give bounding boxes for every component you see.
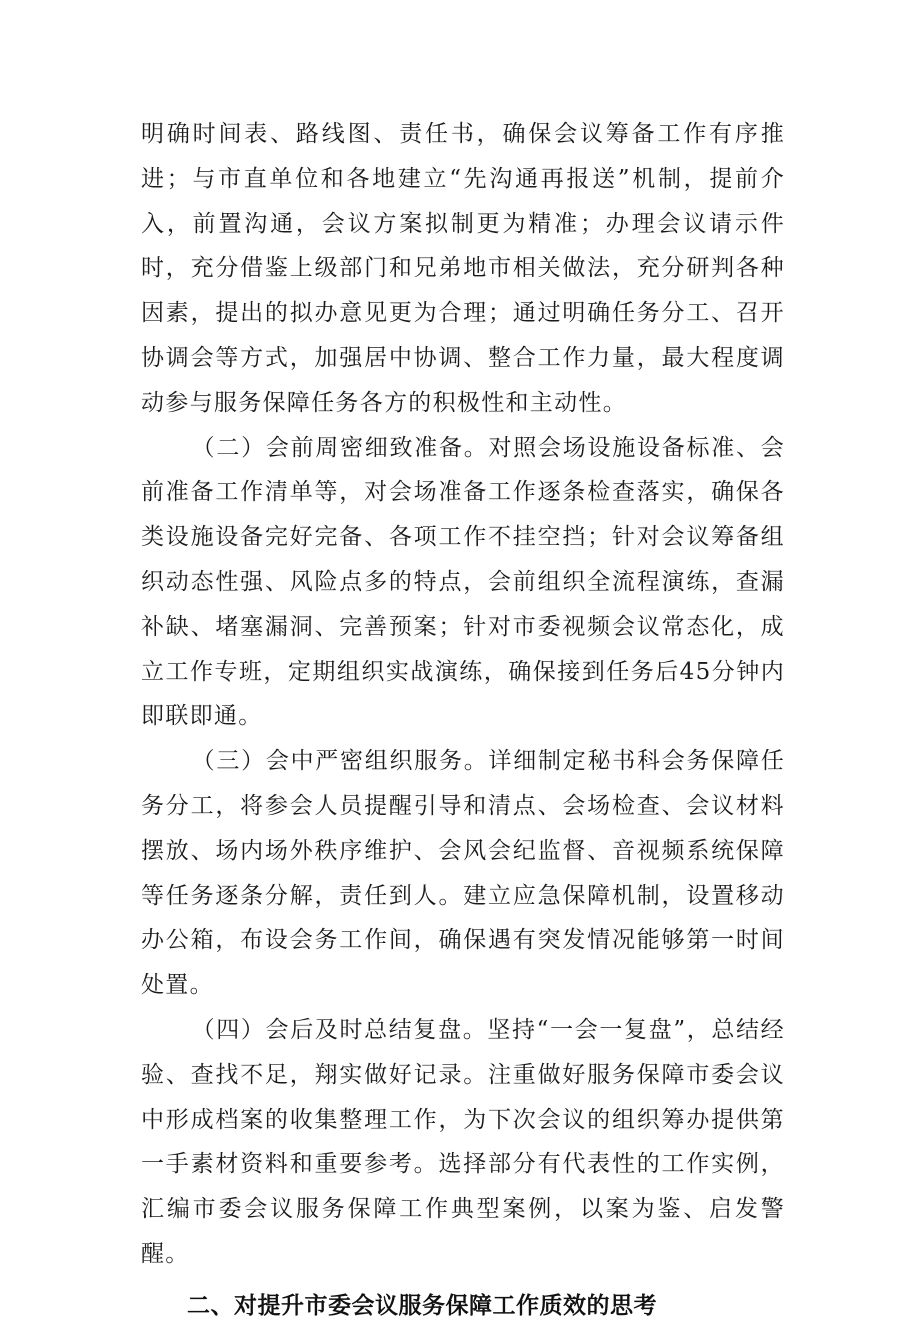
paragraph-continuation: 明确时间表、路线图、责任书，确保会议筹备工作有序推进；与市直单位和各地建立“先沟通再报送”机制，提前介入，前置沟通，会议方案拟制更为精准；办理会议请示件时，充分借鉴上级部门和兄弟地市相关做法，充分研判各种因素，提出的拟办意见更为合理；通过明确任务分工、召开协调会等方式，加强居中协调、整合工作力量，最大程度调动参与服务保障任务各方的积极性和主动性。 [141,121,785,416]
paragraph-post-meeting-review: （四）会后及时总结复盘。坚持“一会一复盘”，总结经验、查找不足，翔实做好记录。注重做好服务保障市委会议中形成档案的收集整理工作，为下次会议的组织筹办提供第一手素材资料和重要参考。选择部分有代表性的工作实例，汇编市委会议服务保障工作典型案例，以案为鉴、启发警醒。 [141,1016,785,1267]
paragraph-in-meeting-service: （三）会中严密组织服务。详细制定秘书科会务保障任务分工，将参会人员提醒引导和清点、会场检查、会议材料摆放、场内场外秩序维护、会风会纪监督、音视频系统保障等任务逐条分解，责任到人。建立应急保障机制，设置移动办公箱，布设会务工作间，确保遇有突发情况能够第一时间处置。 [141,748,785,999]
paragraph-pre-meeting-preparation: （二）会前周密细致准备。对照会场设施设备标准、会前准备工作清单等，对会场准备工作逐条检查落实，确保各类设施设备完好完备、各项工作不挂空挡；针对会议筹备组织动态性强、风险点多的特点，会前组织全流程演练，查漏补缺、堵塞漏洞、完善预案；针对市委视频会议常态化，成立工作专班，定期组织实战演练，确保接到任务后45分钟内即联即通。 [141,434,785,730]
section-heading: 二、对提升市委会议服务保障工作质效的思考 [187,1292,657,1319]
document-body [141,112,785,1329]
